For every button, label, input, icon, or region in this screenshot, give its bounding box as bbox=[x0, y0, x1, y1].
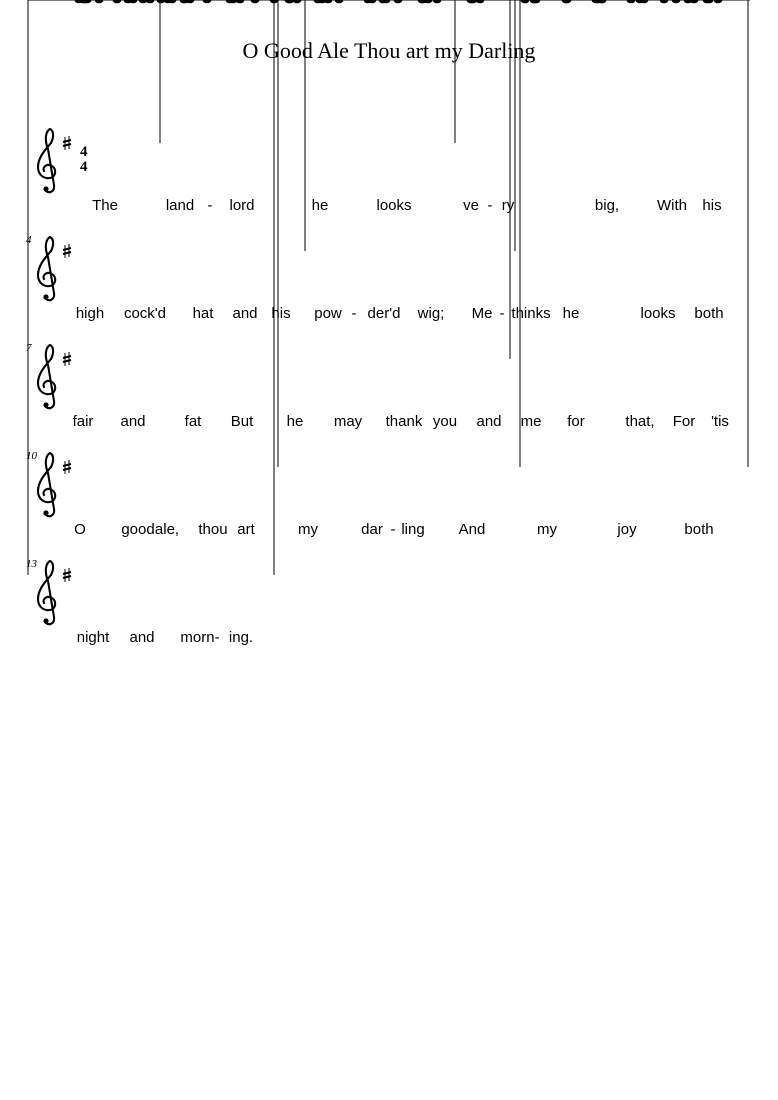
lyric-syllable: good bbox=[121, 521, 155, 538]
staff-system bbox=[28, 0, 750, 192]
lyric-syllable: both bbox=[694, 305, 724, 322]
lyric-syllable: - bbox=[351, 305, 357, 322]
lyric-syllable: But bbox=[230, 413, 254, 430]
staff-system bbox=[26, 0, 750, 516]
measure-number: 7 bbox=[26, 342, 32, 354]
notehead bbox=[203, 0, 212, 3]
lyric-syllable: he bbox=[286, 413, 304, 430]
lyric-syllable: ve bbox=[463, 197, 479, 214]
notehead bbox=[157, 0, 166, 3]
lyric-syllable: may bbox=[333, 413, 363, 430]
lyrics-line bbox=[92, 197, 722, 214]
lyric-syllable: for bbox=[567, 413, 585, 430]
lyric-syllable: - bbox=[487, 197, 493, 214]
lyric-syllable: morn- bbox=[180, 629, 220, 646]
lyric-syllable: ing. bbox=[228, 629, 254, 646]
lyric-syllable: looks bbox=[640, 305, 676, 322]
lyric-syllable: ling bbox=[401, 521, 425, 538]
lyric-syllable: ale, bbox=[154, 521, 180, 538]
lyric-syllable: And bbox=[458, 521, 486, 538]
lyric-syllable: and bbox=[129, 629, 155, 646]
lyric-syllable: that, bbox=[625, 413, 655, 430]
lyric-syllable: joy bbox=[617, 521, 637, 538]
treble-clef-icon bbox=[38, 561, 55, 624]
key-signature-sharp-icon bbox=[63, 352, 71, 366]
lyric-syllable: - bbox=[207, 197, 213, 214]
key-signature-sharp-icon bbox=[63, 136, 71, 150]
lyric-syllable: my bbox=[298, 521, 318, 538]
lyric-syllable: lord bbox=[229, 197, 255, 214]
notehead bbox=[714, 0, 723, 3]
key-signature-sharp-icon bbox=[63, 460, 71, 474]
lyric-syllable: O bbox=[74, 521, 86, 538]
lyric-syllable: thinks bbox=[511, 305, 551, 322]
notehead bbox=[627, 0, 636, 3]
lyric-syllable: Me bbox=[471, 305, 493, 322]
notehead bbox=[660, 0, 669, 3]
lyric-syllable: art bbox=[237, 521, 255, 538]
treble-clef-icon bbox=[38, 237, 55, 300]
lyric-syllable: and bbox=[120, 413, 146, 430]
lyric-syllable: pow bbox=[314, 305, 342, 322]
time-signature-numerator: 4 bbox=[80, 144, 88, 160]
lyric-syllable: cock'd bbox=[123, 305, 167, 322]
notehead bbox=[113, 0, 122, 3]
lyric-syllable: he bbox=[562, 305, 580, 322]
lyric-syllable: land bbox=[165, 197, 195, 214]
notehead bbox=[324, 0, 333, 3]
lyric-syllable: der'd bbox=[367, 305, 401, 322]
measure-number: 13 bbox=[26, 558, 37, 570]
lyric-syllable: me bbox=[520, 413, 542, 430]
lyric-syllable: - bbox=[390, 521, 396, 538]
lyric-syllable: fat bbox=[184, 413, 202, 430]
lyric-syllable: his bbox=[271, 305, 291, 322]
treble-clef-icon bbox=[38, 345, 55, 408]
lyric-syllable: my bbox=[537, 521, 557, 538]
lyric-syllable: and bbox=[232, 305, 258, 322]
lyrics-line bbox=[73, 413, 729, 430]
lyric-syllable: looks bbox=[376, 197, 412, 214]
notehead bbox=[146, 0, 155, 3]
lyric-syllable: 'tis bbox=[711, 413, 729, 430]
lyric-syllable: ry bbox=[501, 197, 515, 214]
lyric-syllable: his bbox=[702, 197, 722, 214]
lyrics-line bbox=[74, 521, 713, 538]
lyric-syllable: high bbox=[75, 305, 105, 322]
lyric-syllable: night bbox=[76, 629, 110, 646]
lyric-syllable: you bbox=[432, 413, 458, 430]
notehead bbox=[335, 0, 344, 3]
notehead bbox=[270, 0, 279, 3]
lyric-syllable: thank bbox=[385, 413, 423, 430]
song-title: O Good Ale Thou art my Darling bbox=[242, 38, 536, 63]
lyrics-line bbox=[77, 629, 253, 646]
lyric-syllable: he bbox=[311, 197, 329, 214]
lyric-syllable: The bbox=[92, 197, 118, 214]
notehead bbox=[672, 0, 681, 3]
notehead bbox=[251, 0, 260, 3]
lyric-syllable: With bbox=[657, 197, 687, 214]
lyric-syllable: dar bbox=[361, 521, 383, 538]
lyric-syllable: hat bbox=[192, 305, 214, 322]
notehead bbox=[293, 0, 302, 3]
lyric-syllable: fair bbox=[72, 413, 94, 430]
lyric-syllable: both bbox=[684, 521, 714, 538]
lyric-syllable: thou bbox=[198, 521, 228, 538]
lyric-syllable: For bbox=[672, 413, 696, 430]
notehead bbox=[394, 0, 403, 3]
measure-number: 4 bbox=[26, 234, 32, 246]
lyric-syllable: big, bbox=[594, 197, 620, 214]
lyric-syllable: - bbox=[499, 305, 505, 322]
key-signature-sharp-icon bbox=[63, 568, 71, 582]
treble-clef-icon bbox=[38, 453, 55, 516]
treble-clef-icon bbox=[38, 129, 55, 192]
lyrics-line bbox=[76, 305, 724, 322]
key-signature-sharp-icon bbox=[63, 244, 71, 258]
notehead bbox=[521, 0, 530, 3]
measure-number: 10 bbox=[26, 450, 37, 462]
notehead bbox=[476, 0, 485, 3]
staff-system bbox=[26, 0, 750, 300]
lyric-syllable: and bbox=[476, 413, 502, 430]
notehead bbox=[684, 0, 693, 3]
time-signature-denominator: 4 bbox=[80, 159, 88, 175]
notehead bbox=[433, 0, 442, 3]
lyric-syllable: wig; bbox=[417, 305, 445, 322]
